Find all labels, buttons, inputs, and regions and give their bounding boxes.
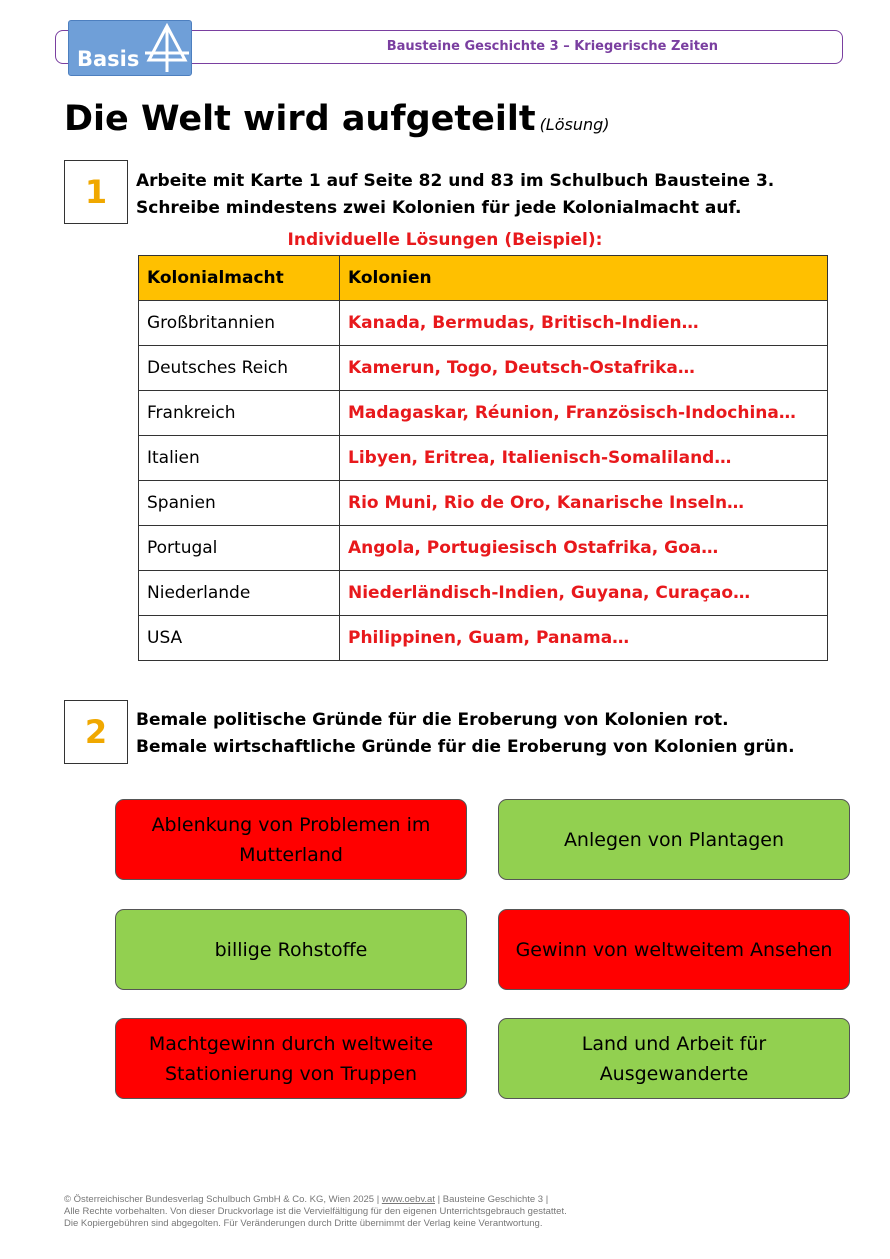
table-row	[139, 301, 828, 346]
colonies-cell: Angola, Portugiesisch Ostafrika, Goa…	[340, 526, 828, 571]
solution-heading: Individuelle Lösungen (Beispiel):	[287, 230, 603, 250]
table-row	[139, 346, 828, 391]
task2-instructions	[136, 707, 795, 761]
reason-card: Anlegen von Plantagen	[498, 799, 850, 880]
table-row	[139, 436, 828, 481]
footer-line1	[64, 1194, 567, 1206]
publisher-link[interactable]: www.oebv.at	[381, 1194, 435, 1205]
header-kolonien: Kolonien	[340, 256, 828, 301]
table-header-row	[139, 256, 828, 301]
colonies-cell: Madagaskar, Réunion, Französisch-Indochina…	[340, 391, 828, 436]
reason-card: billige Rohstoffe	[115, 909, 467, 990]
title-note: (Lösung)	[539, 115, 610, 134]
colonies-cell: Niederländisch-Indien, Guyana, Curaçao…	[340, 571, 828, 616]
table-row	[139, 391, 828, 436]
colonial-power-cell: Deutsches Reich	[139, 346, 340, 391]
reason-card: Gewinn von weltweitem Ansehen	[498, 909, 850, 990]
colonies-cell: Rio Muni, Rio de Oro, Kanarische Inseln…	[340, 481, 828, 526]
series-title: Bausteine Geschichte 3 – Kriegerische Zeiten	[386, 39, 718, 54]
header-kolonialmacht: Kolonialmacht	[139, 256, 340, 301]
reason-card: Ablenkung von Problemen im Mutterland	[115, 799, 467, 880]
page-title-text: Die Welt wird aufgeteilt	[64, 99, 536, 139]
colonial-power-cell: Frankreich	[139, 391, 340, 436]
footer-copyright: © Österreichischer Bundesverlag Schulbuch GmbH & Co. KG, Wien 2025 |	[64, 1194, 382, 1205]
colonial-power-cell: Großbritannien	[139, 301, 340, 346]
table-row	[139, 616, 828, 661]
colonial-power-cell: USA	[139, 616, 340, 661]
logo-triangle-icon	[145, 23, 189, 73]
footer-line2: Alle Rechte vorbehalten. Von dieser Druckvorlage ist die Vervielfältigung für den eigenen Unterrichtsgebrauch gestattet.	[64, 1206, 567, 1217]
task2-line2: Bemale wirtschaftliche Gründe für die Eroberung von Kolonien grün.	[136, 737, 795, 757]
task1-instructions	[136, 168, 774, 222]
basis-logo	[68, 20, 192, 76]
colonial-power-cell: Italien	[139, 436, 340, 481]
table-row	[139, 481, 828, 526]
reason-card: Land und Arbeit für Ausgewanderte	[498, 1018, 850, 1099]
task1-line2: Schreibe mindestens zwei Kolonien für jede Kolonialmacht auf.	[136, 198, 742, 218]
colonies-cell: Libyen, Eritrea, Italienisch-Somaliland…	[340, 436, 828, 481]
colony-table	[138, 255, 828, 661]
colonies-cell: Philippinen, Guam, Panama…	[340, 616, 828, 661]
footer-series: | Bausteine Geschichte 3 |	[434, 1194, 549, 1205]
colonial-power-cell: Portugal	[139, 526, 340, 571]
table-row	[139, 571, 828, 616]
task2-line1: Bemale politische Gründe für die Eroberung von Kolonien rot.	[136, 710, 729, 730]
page-title	[64, 99, 610, 139]
table-row	[139, 526, 828, 571]
footer	[64, 1194, 567, 1230]
footer-line3: Die Kopiergebühren sind abgegolten. Für Veränderungen durch Dritte übernimmt der Verlag keine Verantwortung.	[64, 1218, 543, 1229]
task1-line1: Arbeite mit Karte 1 auf Seite 82 und 83 im Schulbuch Bausteine 3.	[136, 171, 775, 191]
colonies-cell: Kamerun, Togo, Deutsch-Ostafrika…	[340, 346, 828, 391]
logo-text: Basis	[77, 47, 140, 71]
colonial-power-cell: Niederlande	[139, 571, 340, 616]
reason-card: Machtgewinn durch weltweite Stationierung von Truppen	[115, 1018, 467, 1099]
task-number-1: 1	[64, 160, 128, 224]
task-number-2: 2	[64, 700, 128, 764]
colonial-power-cell: Spanien	[139, 481, 340, 526]
colonies-cell: Kanada, Bermudas, Britisch-Indien…	[340, 301, 828, 346]
